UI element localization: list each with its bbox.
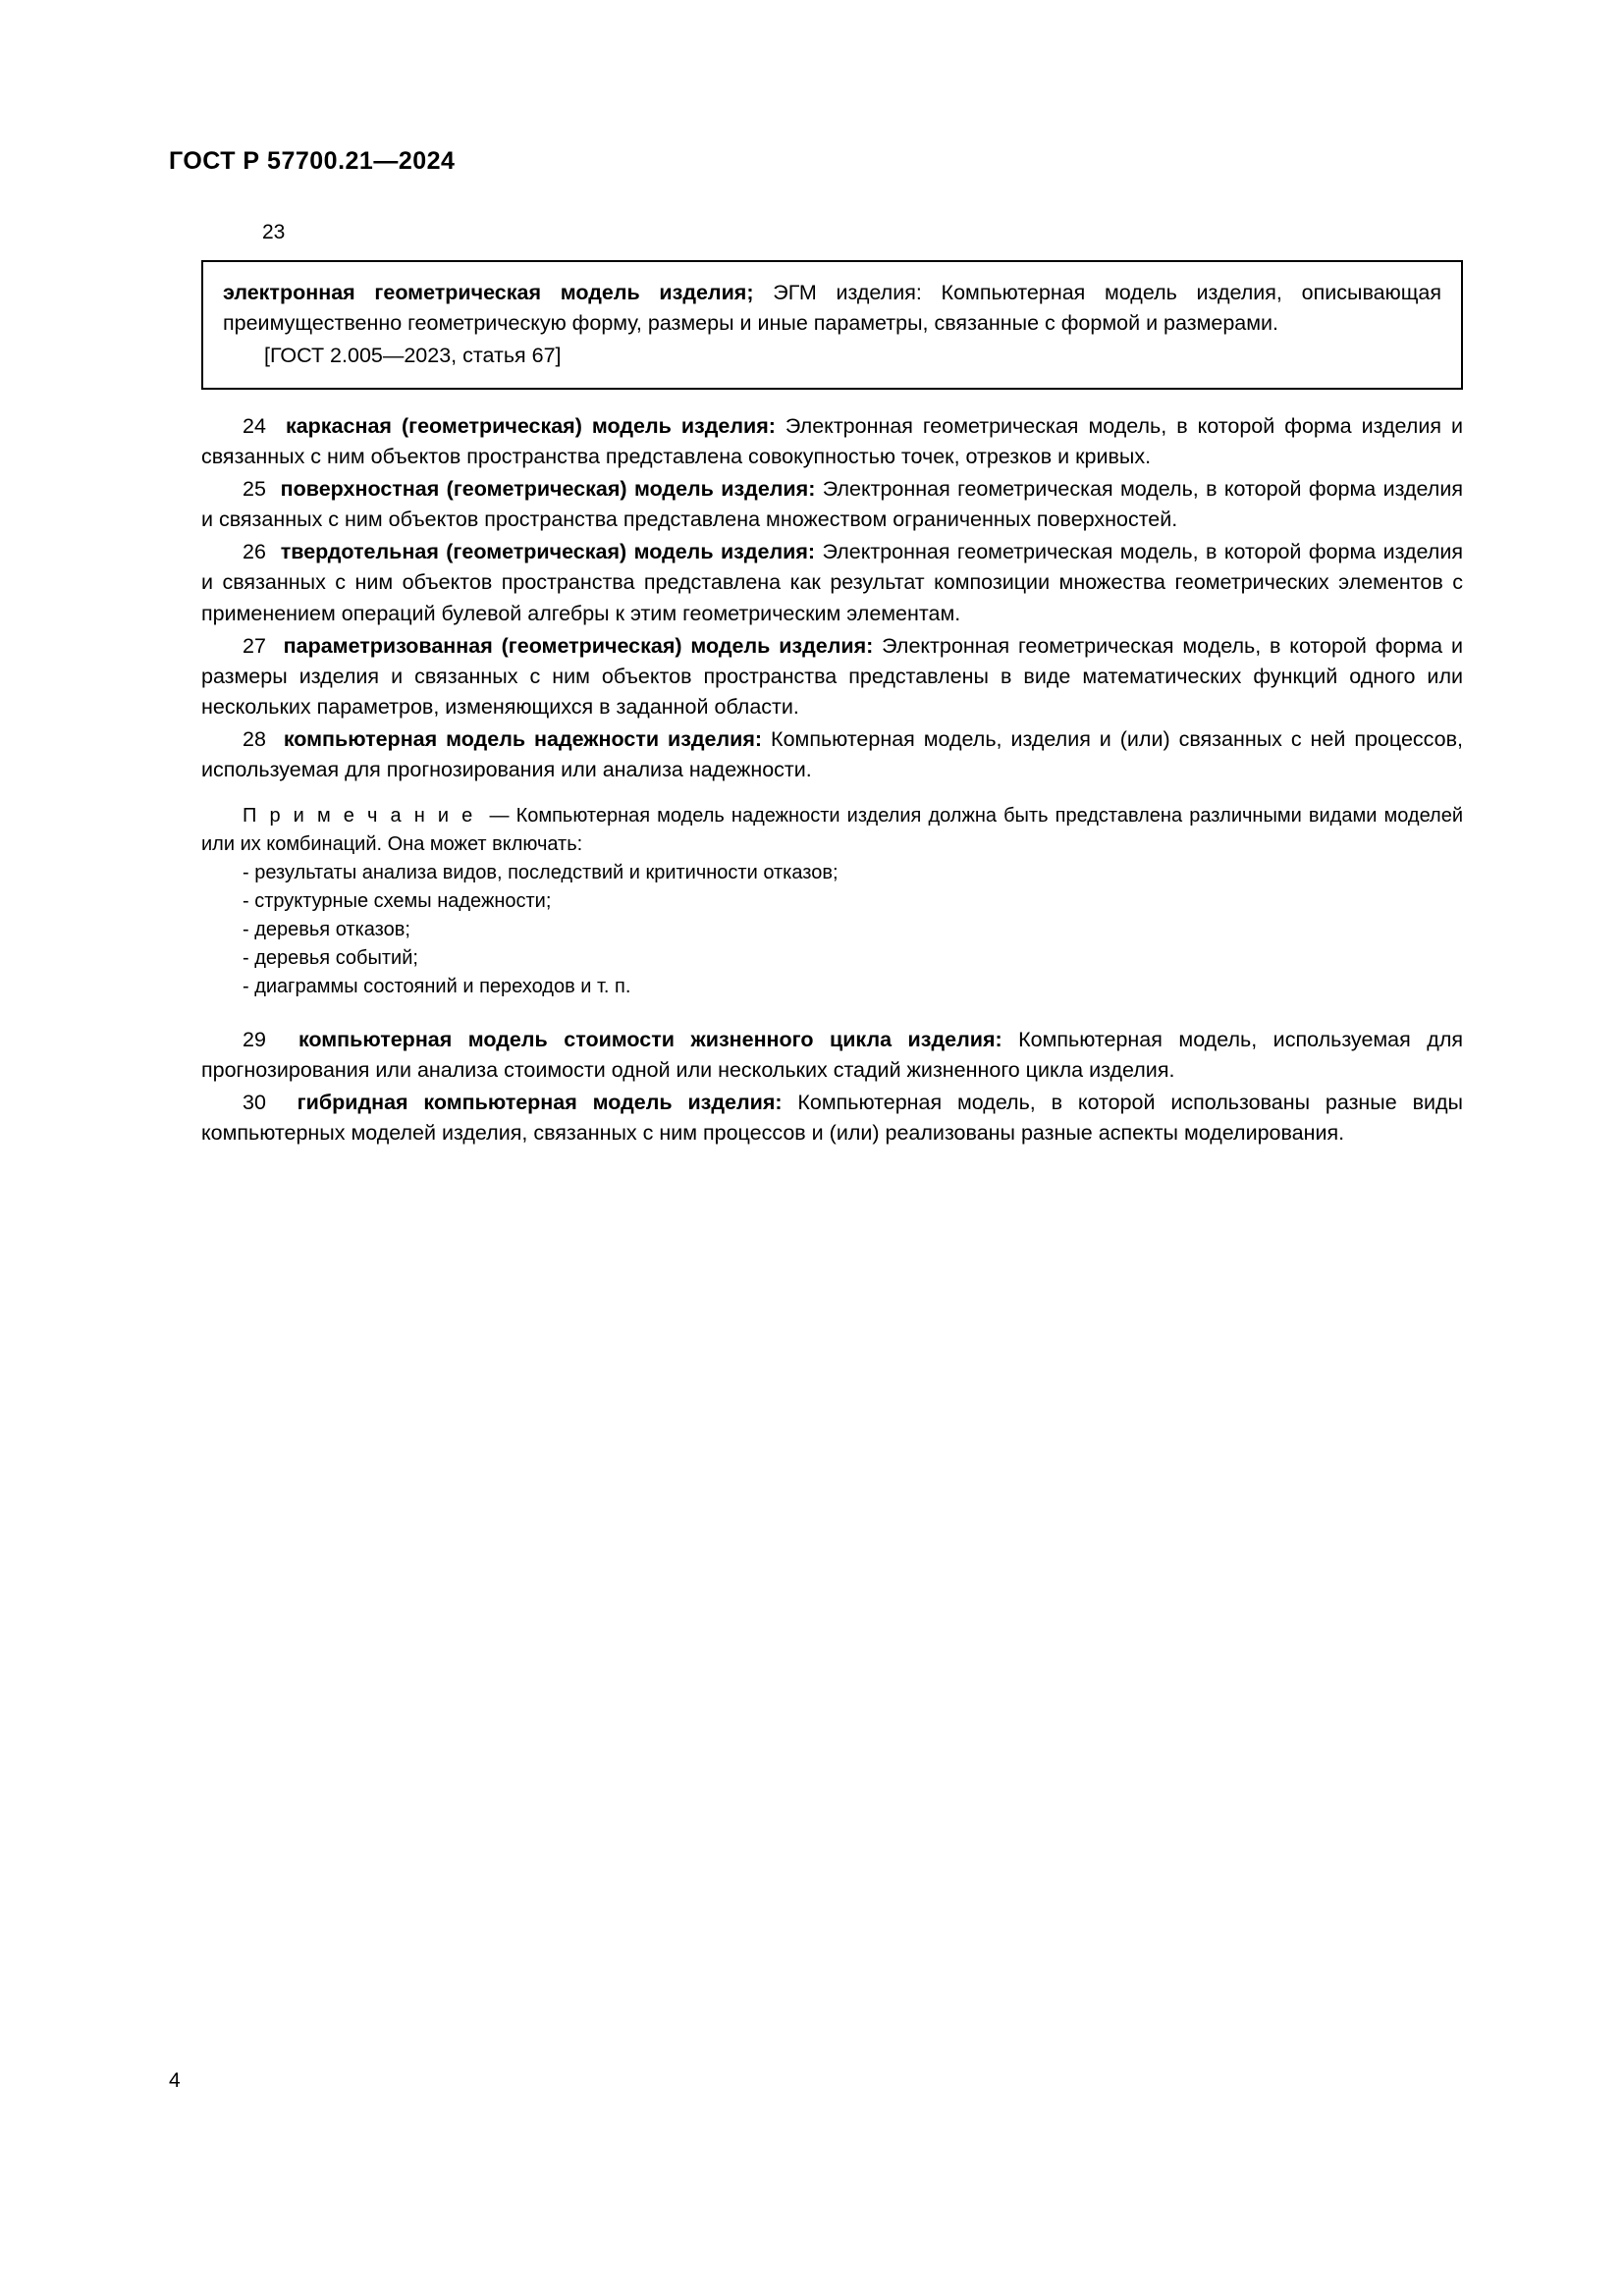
boxed-term-entry (201, 260, 1463, 390)
term-entry-24 (201, 411, 1463, 472)
entry-term-26: твердотельная (геометрическая) модель изделия: (280, 540, 816, 564)
entry-definition-28: Компьютерная модель, изделия и (или) связанных с ней процессов, используемая для прогнозирования или анализа надежности. (201, 727, 1464, 782)
list-item: - структурные схемы надежности; (243, 889, 552, 912)
term-entry-26 (201, 537, 1463, 629)
entry-definition-26: Электронная геометрическая модель, в которой форма изделия и связанных с ним объектов пространства представлена как результат композиции множества геометрических элементов с применением операций булевой алгебры к этим геометрическим элементам. (201, 540, 1463, 625)
term-entry-29 (201, 1025, 1463, 1086)
note-list (201, 859, 1463, 1001)
entry-term-30: гибридная компьютерная модель изделия: (297, 1090, 783, 1114)
entry-number-27: 27 (243, 633, 266, 658)
page-header: ГОСТ Р 57700.21—2024 (169, 147, 456, 175)
entry-number-24: 24 (243, 413, 266, 438)
entry-definition-25: Электронная геометрическая модель, в которой форма изделия и связанных с ним объектов пространства представлена множеством ограниченных поверхностей. (201, 476, 1463, 532)
entry-term-27: параметризованная (геометрическая) модель изделия: (283, 633, 874, 658)
entry-number-29: 29 (243, 1027, 266, 1051)
note-label: П р и м е ч а н и е (243, 804, 476, 827)
note-paragraph (201, 802, 1463, 859)
term-entry-28 (201, 724, 1463, 785)
entry-number-25: 25 (243, 476, 266, 501)
term-entry-27 (201, 631, 1463, 723)
entry-term-28: компьютерная модель надежности изделия: (283, 727, 763, 752)
entry-number-28: 28 (243, 727, 266, 752)
boxed-entry-number: 23 (262, 221, 286, 243)
entry-definition-30: Компьютерная модель, в которой использованы разные виды компьютерных моделей изделия, связанных с ним процессов и (или) реализованы разные аспекты моделирования. (201, 1090, 1463, 1146)
list-item: - результаты анализа видов, последствий и критичности отказов; (243, 861, 839, 883)
entry-number-30: 30 (243, 1090, 266, 1114)
entry-definition-27: Электронная геометрическая модель, в которой форма и размеры изделия и связанных с ним объектов пространства представлены в виде математических функций одного или нескольких параметров, изменяющихся в заданной области. (201, 633, 1463, 720)
boxed-term: электронная геометрическая модель изделия; (223, 281, 754, 304)
entry-number-26: 26 (243, 540, 266, 564)
entry-term-25: поверхностная (геометрическая) модель изделия: (280, 476, 816, 501)
term-entry-25 (201, 474, 1463, 535)
boxed-definition: ЭГМ изделия: Компьютерная модель изделия, описывающая преимущественно геометрическую форму, размеры и иные параметры, связанные с формой и размерами. (223, 281, 1441, 336)
entry-term-24: каркасная (геометрическая) модель изделия: (285, 413, 776, 438)
list-item: - деревья событий; (243, 946, 418, 969)
term-entry-30 (201, 1088, 1463, 1148)
entry-term-29: компьютерная модель стоимости жизненного цикла изделия: (298, 1027, 1002, 1051)
page-number: 4 (169, 2069, 181, 2092)
note-text: Компьютерная модель надежности изделия должна быть представлена различными видами моделей или их комбинаций. Она может включать: (201, 804, 1463, 855)
document-body (201, 221, 1463, 1150)
entry-definition-24: Электронная геометрическая модель, в которой форма изделия и связанных с ним объектов пространства представлена совокупностью точек, отрезков и кривых. (201, 413, 1464, 468)
list-item: - диаграммы состояний и переходов и т. п. (243, 975, 631, 997)
note-dash: — (489, 804, 510, 827)
boxed-term-paragraph (223, 278, 1441, 339)
boxed-source: [ГОСТ 2.005—2023, статья 67] (264, 344, 562, 368)
list-item: - деревья отказов; (243, 918, 410, 940)
entry-definition-29: Компьютерная модель, используемая для прогнозирования или анализа стоимости одной или нескольких стадий жизненного цикла изделия. (201, 1027, 1464, 1082)
